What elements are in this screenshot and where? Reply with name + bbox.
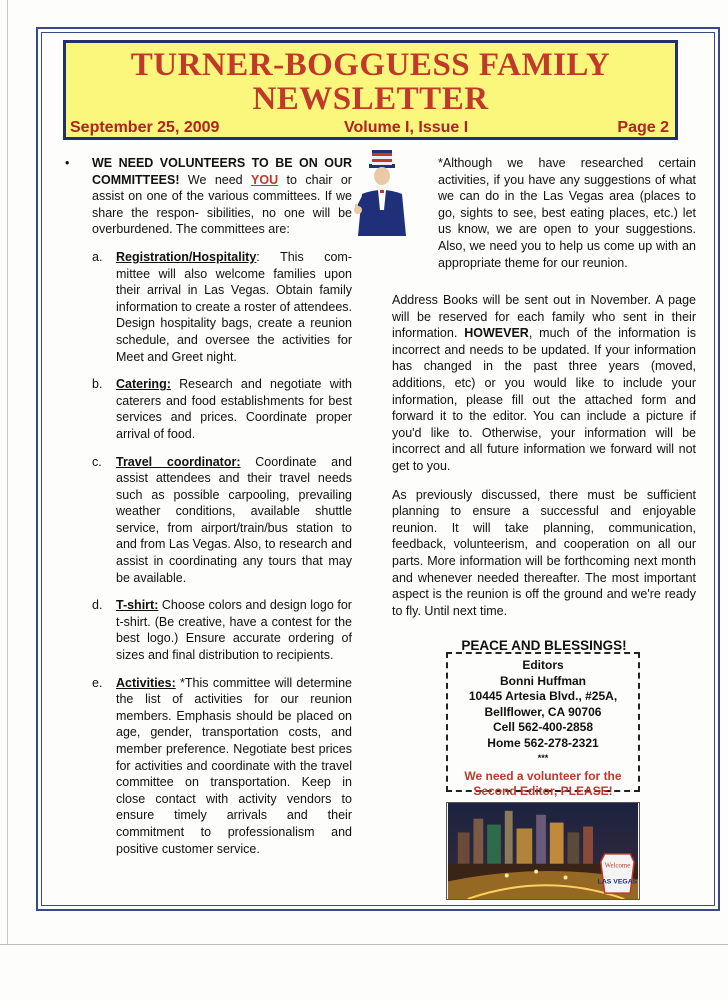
editor-address1: 10445 Artesia Blvd., #25A, xyxy=(468,689,618,703)
planning-paragraph: As previously discussed, there must be sufficient planning to ensure a successful and enjoyable reunion. It will take planning, communication, feedback, volunteerism, and cooperation on all our parts. More information will be forthcoming next month and whenever needed thereafter. The most important aspect is the reunion is off the ground and we're ready to fly. Until next time. xyxy=(392,487,696,618)
committee-text: This com- mittee will also welcome families upon their arrival in Las Vegas. Obtain family information to create a roster of attendees. Design hospitality bags, create a reunion schedule, and oversee the activities for Meet and Greet night. xyxy=(116,249,352,364)
committee-letter: d. xyxy=(92,598,103,613)
address-text-b: , much of the information is incorrect and needs to be updated. If your information has changed in the past three years (moved, additions, etc) or you would like to include your information, please fill out the attached form and forward it to the editor. You can include a picture if you'd like to. Otherwise, your information will be incorrect and all future information we forward will not get to you. xyxy=(392,326,696,473)
committee-letter: a. xyxy=(92,249,103,264)
second-editor-appeal: We need a volunteer for the Second Editor, PLEASE! xyxy=(464,768,622,798)
editor-cell: Cell 562-400-2858 xyxy=(492,720,594,734)
committee-item xyxy=(62,249,352,365)
committee-item xyxy=(62,597,352,663)
address-book-paragraph xyxy=(392,292,696,475)
las-vegas-photo xyxy=(446,802,640,900)
volunteers-lead-b: to chair or assist on one of the various committees. If we share the respon- sibilities, no one will be overburdened. The committees are: xyxy=(92,172,352,237)
committee-text: Coordinate and assist attendees and their travel needs such as possible carpooling, prevailing weather conditions, available shuttle service, from airport/train/bus station to and from Las Vegas. Also, to research and assist in coordinating any tours that may be available. xyxy=(116,454,352,585)
committee-letter: b. xyxy=(92,377,103,392)
right-column xyxy=(392,292,696,631)
however-emphasis: HOWEVER xyxy=(464,326,529,341)
committee-title: Catering: xyxy=(116,377,171,392)
page-left-edge xyxy=(7,0,8,944)
bullet-icon: • xyxy=(65,156,70,170)
committee-title: Activities: xyxy=(116,675,176,690)
activities-note: *Although we have researched certain activities, if you have any suggestions of what we can do in the Las Vegas area (places to go, sights to see, best eating places, etc.) let us know, we are open to your suggestions. Also, we need you to help us come up with an appropriate theme for our reunion. xyxy=(438,156,696,270)
committee-letter: e. xyxy=(92,675,103,690)
address-text-a: Address Books will be sent out in November. A page will be reserved for each family who sent in their information. xyxy=(392,293,696,341)
committee-text: Research and negotiate with caterers and food establishments for best services and prices. Coordinate proper arrival of food. xyxy=(116,377,352,441)
committee-item xyxy=(62,675,352,858)
sign-welcome-text: Welcome xyxy=(604,862,631,870)
editor-home: Home 562-278-2321 xyxy=(487,735,599,750)
committee-title: Travel coordinator: xyxy=(116,454,241,469)
page-number: Page 2 xyxy=(617,119,669,136)
issue-date: September 25, 2009 xyxy=(70,119,220,136)
editors-box xyxy=(446,652,640,798)
committee-item xyxy=(62,376,352,442)
sign-lasvegas-text: LAS VEGAS xyxy=(597,878,638,886)
committee-letter: c. xyxy=(92,454,102,469)
volunteers-lead-caps: WE NEED VOLUNTEERS TO BE ON OUR COMMITTEES! xyxy=(92,156,352,187)
volume-issue: Volume I, Issue I xyxy=(344,119,469,136)
editor-name: Bonni Huffman xyxy=(500,673,586,688)
committee-text: *This committee will determine the list of activities for our reunion members. Emphasis should be placed on age, gender, transportation costs, and member preference. Negotiate best prices for activities and coordinate with the travel committee on transportation. Keep in close contact with activity vendors to ensure timely arrivals and their commitment to professionalism and positive customer service. xyxy=(116,675,352,856)
welcome-sign-icon xyxy=(601,854,634,893)
volunteers-column xyxy=(62,155,352,857)
committee-title: T-shirt: xyxy=(116,598,159,613)
masthead-line1: TURNER-BOGGUESS FAMILY xyxy=(130,47,611,83)
uncle-sam-illustration xyxy=(352,150,412,236)
you-emphasis: YOU xyxy=(251,172,279,187)
committee-title-sep: : xyxy=(256,249,260,264)
committee-title: Registration/Hospitality xyxy=(116,249,257,264)
committee-text: Choose colors and design logo for t-shirt. (Be creative, have a contest for the best logo.) Ensure accurate ordering of sizes and final distribution to recipients. xyxy=(116,598,352,663)
volunteers-bullet xyxy=(62,155,352,238)
editors-heading: Editors xyxy=(522,658,564,672)
masthead-line2: NEWSLETTER xyxy=(252,81,489,117)
committee-item xyxy=(62,454,352,587)
newsletter-header xyxy=(63,40,678,140)
page-bottom-edge xyxy=(0,944,728,945)
volunteers-lead-a: We need xyxy=(187,172,243,187)
peace-and-blessings: PEACE AND BLESSINGS! xyxy=(461,638,627,653)
editor-stars: *** xyxy=(537,753,549,763)
editor-address2: Bellflower, CA 90706 xyxy=(484,704,602,719)
